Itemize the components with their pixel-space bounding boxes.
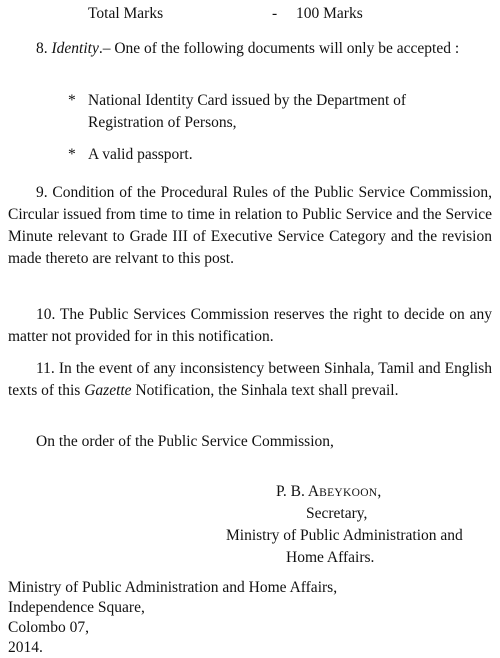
bullet-2-line1: A valid passport. [88, 146, 193, 163]
paragraph-10: 10. The Public Services Commission reserves the right to decide on any matter not provided for in this notification. [8, 306, 492, 345]
signatory-ministry-line1: Ministry of Public Administration and [226, 527, 463, 544]
address-line3: Colombo 07, [8, 619, 89, 636]
signatory-name-prefix: P. B. A [276, 483, 320, 500]
identity-dash: .– [98, 40, 111, 57]
signatory-name-suffix: , [377, 483, 382, 500]
paragraph-11-after: Notification, the Sinhala text shall prevail. [131, 382, 399, 399]
bullet-1-line1: National Identity Card issued by the Department of [88, 92, 407, 109]
signatory-ministry-line2: Home Affairs. [286, 549, 375, 566]
address-line1: Ministry of Public Administration and Home Affairs, [8, 579, 338, 596]
paragraph-9: 9. Condition of the Procedural Rules of the Public Service Commission, Circular issued from time to time in relation to Public Service and the Service Minute relevant to Grade III of Executive Service Category and the revision made thereto are relvant to this post. [8, 184, 492, 267]
identity-paragraph [8, 38, 492, 60]
gazette-italic: Gazette [84, 382, 132, 399]
total-marks-label: Total Marks [88, 5, 164, 22]
total-marks-value: 100 Marks [296, 5, 363, 22]
address-line2: Independence Square, [8, 599, 145, 616]
signatory-title: Secretary, [306, 505, 368, 522]
total-marks-dash: - [272, 5, 278, 22]
signatory-name-rest: BEYKOON [319, 487, 378, 499]
address-line4: 2014. [8, 639, 43, 656]
identity-number: 8. [36, 40, 48, 57]
bullet-star-2: * [68, 146, 76, 163]
order-line: On the order of the Public Service Commission, [36, 433, 334, 450]
paragraph-11 [8, 358, 492, 402]
identity-text: One of the following documents will only be accepted : [114, 40, 460, 57]
paragraph-11-before: 11. In the event of any inconsistency between Sinhala, Tamil and English texts of this [8, 360, 492, 399]
bullet-1-line2: Registration of Persons, [88, 114, 237, 131]
bullet-star-1: * [68, 92, 76, 109]
identity-heading: Identity [51, 40, 99, 57]
signatory-name [276, 482, 381, 503]
